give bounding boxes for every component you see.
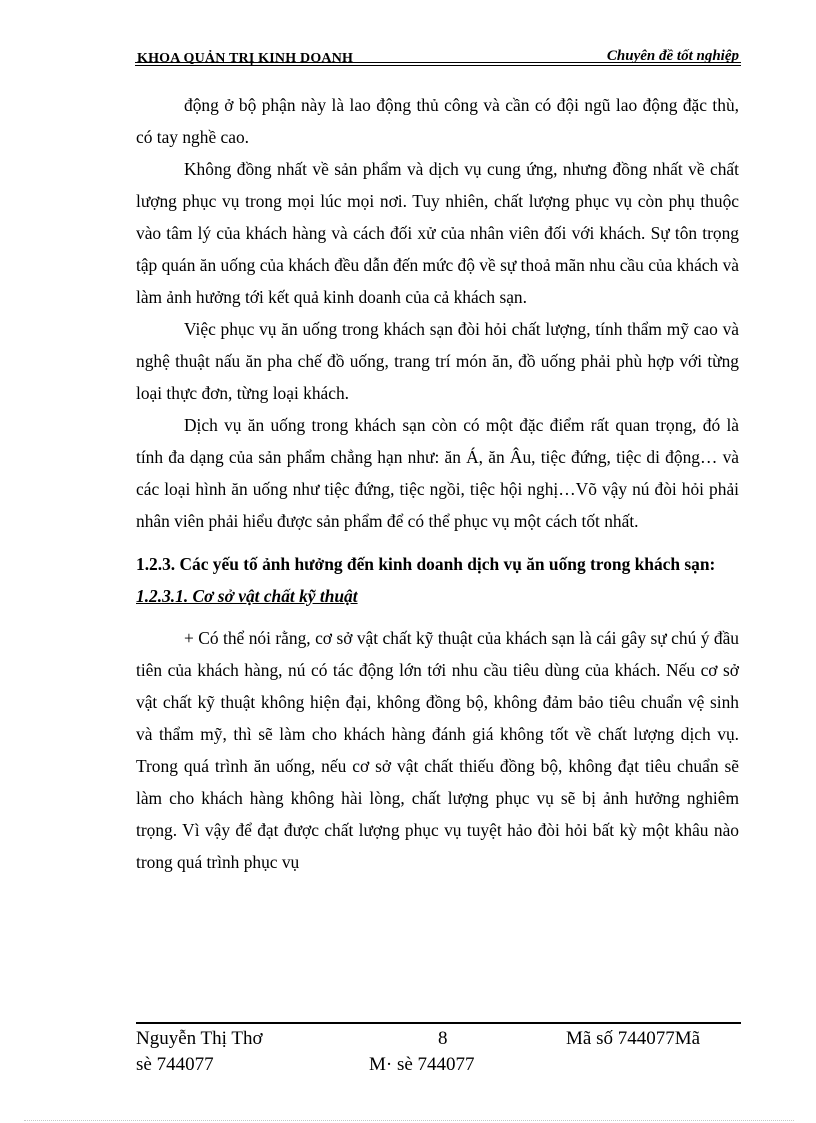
- header-thesis-title: Chuyên đề tốt nghiệp: [606, 48, 739, 64]
- page-body: [136, 89, 739, 878]
- header-rule-thin: [135, 65, 741, 66]
- paragraph-3: Việc phục vụ ăn uống trong khách sạn đòi hỏi chất lượng, tính thẩm mỹ cao và nghệ thuật nấu ăn pha chế đồ uống, trang trí món ăn, đồ uống phải phù hợp với từng loại thực đơn, từng loại khách.: [136, 319, 739, 403]
- page-header: [135, 48, 741, 70]
- paragraph-5: + Có thể nói rằng, cơ sở vật chất kỹ thuật của khách sạn là cái gây sự chú ý đầu tiên của khách hàng, nú có tác động lớn tới nhu cầu tiêu dùng của khách. Nếu cơ sở vật chất kỹ thuật không hiện đại, không đồng bộ, không đảm bảo tiêu chuẩn vệ sinh và thẩm mỹ, thì sẽ làm cho khách hàng đánh giá không tốt về chất lượng dịch vụ. Trong quá trình ăn uống, nếu cơ sở vật chất thiếu đồng bộ, không đạt tiêu chuẩn sẽ làm cho khách hàng không hài lòng, chất lượng phục vụ sẽ bị ảnh hưởng nghiêm trọng. Vì vậy để đạt được chất lượng phục vụ tuyệt hảo đòi hỏi bất kỳ một khâu nào trong quá trình phục vụ: [136, 628, 739, 872]
- footer-author: Nguyễn Thị Thơ: [136, 1028, 263, 1049]
- paragraph-2: Không đồng nhất về sản phẩm và dịch vụ cung ứng, nhưng đồng nhất về chất lượng phục vụ trong mọi lúc mọi nơi. Tuy nhiên, chất lượng phục vụ còn phụ thuộc vào tâm lý của khách hàng và cách đối xử của nhân viên đối với khách. Sự tôn trọng tập quán ăn uống của khách đều dẫn đến mức độ về sự thoả mãn nhu cầu của khách và làm ảnh hưởng tới kết quả kinh doanh của cả khách sạn.: [136, 159, 739, 307]
- header-faculty: KHOA QUẢN TRỊ KINH DOANH: [137, 51, 354, 66]
- footer-code-continuation: sè 744077: [136, 1054, 214, 1075]
- paragraph-1: động ở bộ phận này là lao động thủ công và cần có đội ngũ lao động đặc thù, có tay nghề cao.: [136, 95, 739, 147]
- footer-rule: [136, 1022, 741, 1024]
- section-heading: 1.2.3. Các yếu tố ảnh hưởng đến kinh doanh dịch vụ ăn uống trong khách sạn:: [136, 554, 716, 574]
- page-footer: [136, 1026, 741, 1078]
- paragraph-4: Dịch vụ ăn uống trong khách sạn còn có một đặc điểm rất quan trọng, đó là tính đa dạng của sản phẩm chẳng hạn như: ăn Á, ăn Âu, tiệc đứng, tiệc di động… và các loại hình ăn uống như tiệc đứng, tiệc ngồi, tiệc hội nghị…Võ vậy nú đòi hỏi phải nhân viên phải hiểu được sản phẩm để có thể phục vụ một cách tốt nhất.: [136, 415, 739, 531]
- footer-code-middle: M· sè 744077: [369, 1054, 475, 1075]
- header-rule: [135, 62, 741, 63]
- footer-student-code: Mã số 744077Mã: [566, 1028, 701, 1049]
- page-bottom-border: [24, 1120, 794, 1121]
- footer-page-number: 8: [438, 1028, 448, 1049]
- subsection-heading: 1.2.3.1. Cơ sở vật chất kỹ thuật: [136, 586, 358, 606]
